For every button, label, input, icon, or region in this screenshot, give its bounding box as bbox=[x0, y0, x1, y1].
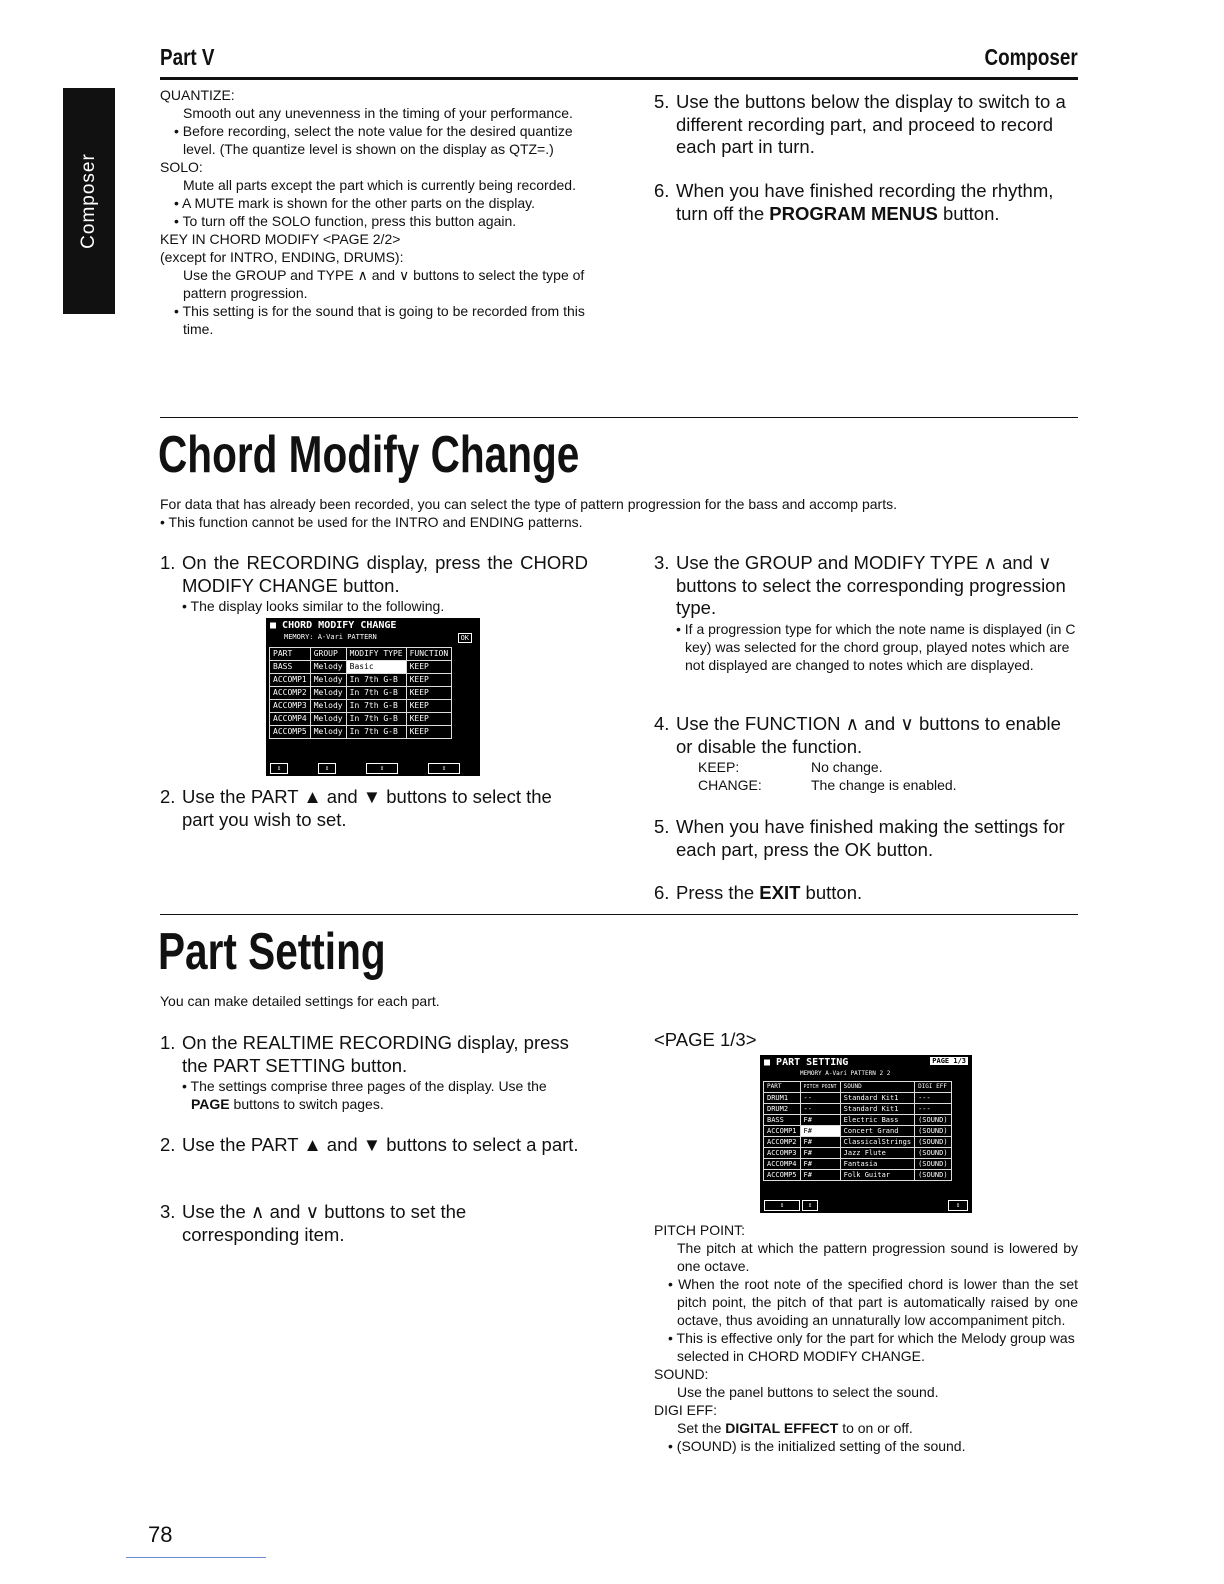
keep-value: No change. bbox=[811, 759, 883, 775]
step-number: 6. bbox=[654, 882, 670, 903]
updown-icon[interactable]: ⇕ bbox=[366, 763, 398, 774]
solo-bullet-2: • To turn off the SOLO function, press this button again. bbox=[160, 212, 588, 230]
ok-button[interactable]: OK bbox=[458, 633, 472, 643]
chord-step-1 bbox=[160, 552, 588, 615]
step-number: 4. bbox=[654, 713, 670, 734]
chord-intro-1: For data that has already been recorded, you can select the type of pattern progression for the bass and accomp parts. bbox=[160, 496, 897, 512]
top-left-column bbox=[160, 86, 588, 338]
part-lcd-table bbox=[763, 1081, 952, 1181]
function-values bbox=[676, 758, 1078, 794]
step-number: 2. bbox=[160, 786, 176, 807]
side-tab-label: Composer bbox=[78, 153, 99, 249]
change-value: The change is enabled. bbox=[811, 777, 957, 793]
top-step-6 bbox=[654, 180, 1078, 225]
updown-icon[interactable]: ⇕ bbox=[802, 1200, 818, 1211]
chord-intro bbox=[160, 495, 1080, 531]
table-row[interactable]: ACCOMP4 F# Fantasia (SOUND) bbox=[764, 1159, 952, 1170]
section-header: Composer bbox=[984, 44, 1078, 70]
chord-step-3-bullet: • If a progression type for which the note name is displayed (in C key) was selected for the chord group, played notes which are not displayed are changed to notes which are displayed. bbox=[676, 620, 1076, 673]
part-step-2 bbox=[160, 1134, 588, 1157]
chord-lcd-buttons bbox=[270, 763, 476, 774]
table-row[interactable]: DRUM1 -- Standard Kit1 --- bbox=[764, 1093, 952, 1104]
pitch-bullet-1: • When the root note of the specified chord is lower than the set pitch point, the pitch of that part is automatically raised by one octave, thus avoiding an unnaturally low accompaniment pitch. bbox=[654, 1275, 1078, 1329]
part-lcd-buttons bbox=[764, 1200, 968, 1211]
updown-icon[interactable]: ⇕ bbox=[428, 763, 460, 774]
step-text: Use the PART ▲ and ▼ buttons to select the part you wish to set. bbox=[182, 786, 552, 830]
table-row[interactable]: ACCOMP1 Melody In 7th G-B KEEP bbox=[270, 674, 452, 687]
part-title: Part Setting bbox=[158, 923, 386, 981]
header-rule bbox=[160, 77, 1078, 80]
col-header: GROUP bbox=[310, 648, 346, 661]
col-header: DIGI EFF bbox=[915, 1082, 952, 1093]
key-label: KEY IN CHORD MODIFY <PAGE 2/2> bbox=[160, 231, 401, 247]
step-number: 1. bbox=[160, 1032, 176, 1053]
updown-icon[interactable]: ⇕ bbox=[764, 1200, 800, 1211]
chord-step-6 bbox=[654, 882, 1078, 905]
step-number: 1. bbox=[160, 552, 176, 573]
digi-desc: Set the DIGITAL EFFECT to on or off. bbox=[677, 1420, 913, 1436]
chord-step-5 bbox=[654, 816, 1078, 861]
part-step-1 bbox=[160, 1032, 588, 1113]
step-text: Use the ∧ and ∨ buttons to set the corresponding item. bbox=[182, 1201, 467, 1245]
digi-label: DIGI EFF: bbox=[654, 1402, 717, 1418]
part-step-3 bbox=[160, 1201, 588, 1246]
chord-title: Chord Modify Change bbox=[158, 426, 580, 484]
step-text: On the REALTIME RECORDING display, press the PART SETTING button. bbox=[182, 1032, 569, 1076]
footer-rule bbox=[126, 1557, 266, 1558]
col-header: PART bbox=[764, 1082, 801, 1093]
table-row[interactable]: DRUM2 -- Standard Kit1 --- bbox=[764, 1104, 952, 1115]
col-header: MODIFY TYPE bbox=[346, 648, 406, 661]
table-row[interactable]: ACCOMP3 F# Jazz Flute (SOUND) bbox=[764, 1148, 952, 1159]
updown-icon[interactable]: ⇕ bbox=[948, 1200, 968, 1211]
change-label: CHANGE: bbox=[698, 777, 762, 793]
chord-lcd bbox=[266, 618, 480, 776]
step-number: 2. bbox=[160, 1134, 176, 1155]
solo-bullet-1: • A MUTE mark is shown for the other parts on the display. bbox=[160, 194, 588, 212]
page-label: <PAGE 1/3> bbox=[654, 1029, 757, 1050]
quantize-desc: Smooth out any unevenness in the timing of your performance. bbox=[183, 105, 573, 121]
part-header: Part V bbox=[160, 44, 215, 70]
col-header: PART bbox=[270, 648, 311, 661]
page-badge[interactable]: PAGE 1/3 bbox=[932, 1057, 966, 1065]
table-row[interactable]: BASS Melody Basic KEEP bbox=[270, 661, 452, 674]
key-bullet: • This setting is for the sound that is going to be recorded from this time. bbox=[160, 302, 588, 338]
pitch-desc: The pitch at which the pattern progression sound is lowered by one octave. bbox=[677, 1240, 1078, 1274]
step-text: Use the PART ▲ and ▼ buttons to select a part. bbox=[182, 1134, 579, 1155]
step-number: 3. bbox=[160, 1201, 176, 1222]
step-text: Press the EXIT button. bbox=[676, 882, 863, 903]
col-header: SOUND bbox=[840, 1082, 914, 1093]
chord-intro-2: • This function cannot be used for the INTRO and ENDING patterns. bbox=[160, 514, 583, 530]
chord-step-2 bbox=[160, 786, 588, 831]
step-text: When you have finished recording the rhythm, turn off the PROGRAM MENUS button. bbox=[676, 180, 1054, 224]
key-desc: Use the GROUP and TYPE ∧ and ∨ buttons to select the type of pattern progression. bbox=[183, 267, 585, 301]
top-step-5 bbox=[654, 91, 1078, 159]
quantize-bullet: • Before recording, select the note value for the desired quantize level. (The quantize level is shown on the display as QTZ=.) bbox=[160, 122, 588, 158]
step-number: 3. bbox=[654, 552, 670, 573]
sound-desc: Use the panel buttons to select the sound. bbox=[677, 1384, 939, 1400]
quantize-label: QUANTIZE: bbox=[160, 87, 235, 103]
chord-lcd-title: ■ CHORD MODIFY CHANGE bbox=[270, 620, 397, 631]
table-row[interactable]: ACCOMP3 Melody In 7th G-B KEEP bbox=[270, 700, 452, 713]
step-text: On the RECORDING display, press the CHORD MODIFY CHANGE button. bbox=[182, 552, 588, 596]
table-row[interactable]: ACCOMP5 Melody In 7th G-B KEEP bbox=[270, 726, 452, 739]
step-text: Use the FUNCTION ∧ and ∨ buttons to enable or disable the function. bbox=[676, 713, 1061, 757]
section-rule bbox=[160, 914, 1078, 915]
page-number: 78 bbox=[148, 1522, 173, 1547]
col-header: PITCH POINT bbox=[800, 1082, 840, 1093]
table-row[interactable]: ACCOMP5 F# Folk Guitar (SOUND) bbox=[764, 1170, 952, 1181]
part-step-1-bullet: • The settings comprise three pages of the display. Use the PAGE buttons to switch pages. bbox=[182, 1078, 547, 1112]
sound-label: SOUND: bbox=[654, 1366, 709, 1382]
solo-desc: Mute all parts except the part which is currently being recorded. bbox=[183, 177, 576, 193]
table-row[interactable]: BASS F# Electric Bass (SOUND) bbox=[764, 1115, 952, 1126]
section-rule bbox=[160, 417, 1078, 418]
table-row[interactable]: ACCOMP1 F# Concert Grand (SOUND) bbox=[764, 1126, 952, 1137]
side-tab bbox=[63, 88, 115, 314]
part-lcd-title: ■ PART SETTING PAGE 1/3 bbox=[764, 1057, 966, 1068]
table-row[interactable]: ACCOMP2 Melody In 7th G-B KEEP bbox=[270, 687, 452, 700]
part-lcd-memory: MEMORY A-Vari PATTERN 2 2 bbox=[800, 1070, 891, 1077]
chord-step-1-bullet: • The display looks similar to the following. bbox=[182, 598, 445, 614]
part-lcd bbox=[760, 1055, 972, 1213]
chord-step-4 bbox=[654, 713, 1078, 794]
step-text: Use the buttons below the display to switch to a different recording part, and proceed to record each part in turn. bbox=[676, 91, 1066, 157]
step-number: 5. bbox=[654, 816, 670, 837]
col-header: FUNCTION bbox=[406, 648, 452, 661]
updown-icon[interactable]: ⇕ bbox=[318, 763, 336, 774]
part-intro: You can make detailed settings for each part. bbox=[160, 993, 440, 1009]
chord-step-3 bbox=[654, 552, 1078, 674]
table-row[interactable]: ACCOMP4 Melody In 7th G-B KEEP bbox=[270, 713, 452, 726]
table-row[interactable]: ACCOMP2 F# ClassicalStrings (SOUND) bbox=[764, 1137, 952, 1148]
key-except: (except for INTRO, ENDING, DRUMS): bbox=[160, 249, 404, 265]
pitch-label: PITCH POINT: bbox=[654, 1222, 746, 1238]
step-number: 5. bbox=[654, 91, 670, 112]
step-text: Use the GROUP and MODIFY TYPE ∧ and ∨ buttons to select the corresponding progression type. bbox=[676, 552, 1066, 618]
step-text: When you have finished making the settings for each part, press the OK button. bbox=[676, 816, 1065, 860]
solo-label: SOLO: bbox=[160, 159, 203, 175]
pitch-bullet-2: • This is effective only for the part for which the Melody group was selected in CHORD MODIFY CHANGE. bbox=[654, 1329, 1078, 1365]
step-number: 6. bbox=[654, 180, 670, 201]
updown-icon[interactable]: ⇕ bbox=[270, 763, 288, 774]
keep-label: KEEP: bbox=[698, 759, 740, 775]
chord-lcd-memory: MEMORY: A-Vari PATTERN OK bbox=[266, 633, 480, 641]
part-item-descriptions bbox=[654, 1221, 1078, 1455]
chord-lcd-table bbox=[269, 647, 452, 739]
digi-bullet: • (SOUND) is the initialized setting of the sound. bbox=[654, 1437, 1078, 1455]
